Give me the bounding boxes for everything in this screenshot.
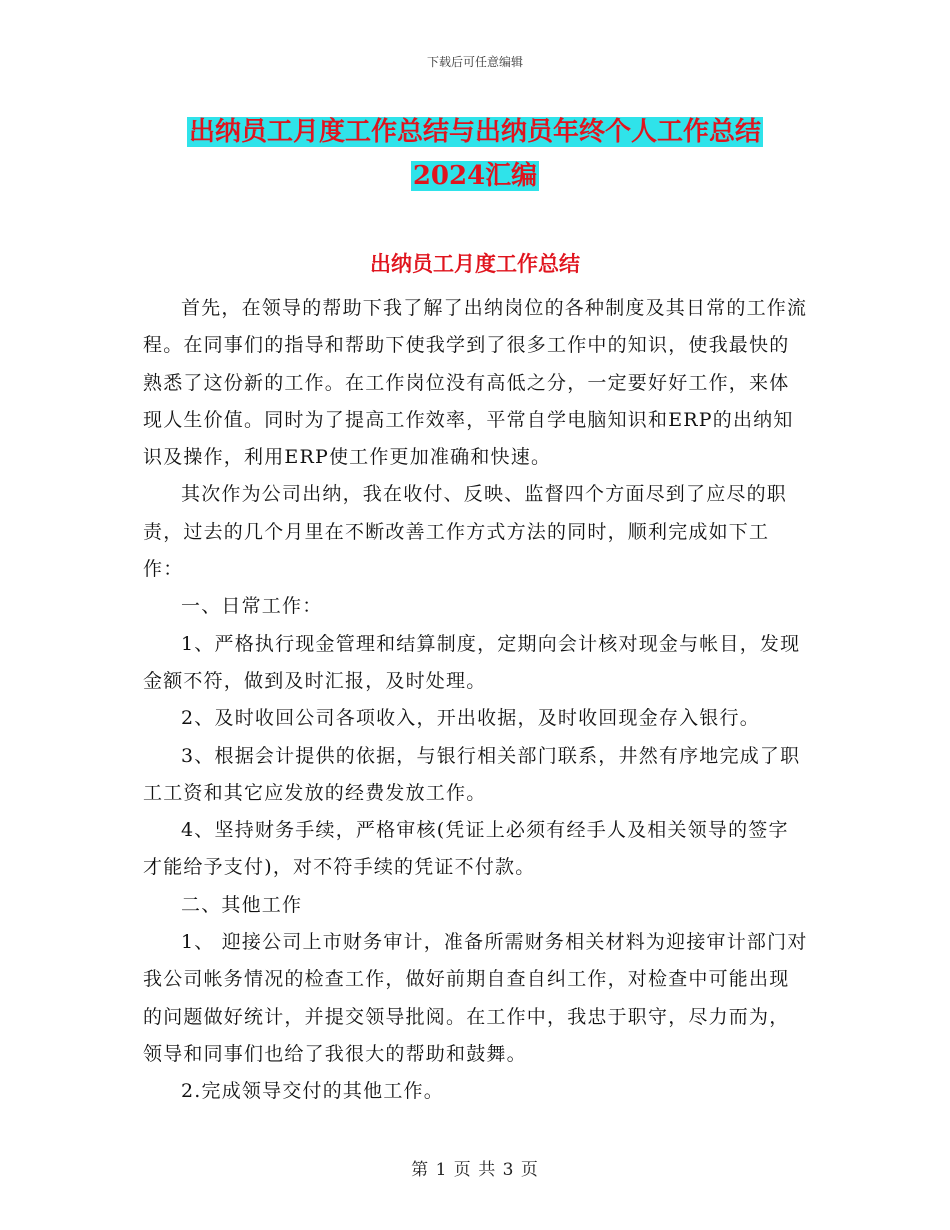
header-note: 下载后可任意编辑	[426, 55, 523, 69]
document-title-line-2: 2024汇编	[412, 161, 538, 191]
paragraph: 2、及时收回公司各项收入，开出收据，及时收回现金存入银行。	[181, 707, 760, 730]
paragraph: 二、其他工作	[181, 893, 303, 916]
paragraph: 1、严格执行现金管理和结算制度，定期向会计核对现金与帐目，发现金额不符，做到及时汇报，及时处理。	[143, 632, 801, 692]
paragraph: 其次作为公司出纳，我在收付、反映、监督四个方面尽到了应尽的职责，过去的几个月里在不断改善工作方式方法的同时，顺利完成如下工作：	[143, 483, 788, 581]
document-title-line-1: 出纳员工月度工作总结与出纳员年终个人工作总结	[188, 117, 761, 147]
section-title: 出纳员工月度工作总结	[370, 251, 580, 276]
page-number-footer: 第 1 页 共 3 页	[411, 1160, 539, 1180]
paragraph: 首先，在领导的帮助下我了解了出纳岗位的各种制度及其日常的工作流程。在同事们的指导和帮助下使我学到了很多工作中的知识，使我最快的熟悉了这份新的工作。在工作岗位没有高低之分，一定要好好工作，来体现人生价值。同时为了提高工作效率，平常自学电脑知识和ERP的出纳知识及操作，利用ERP使工作更加准确和快速。	[143, 297, 808, 469]
paragraph: 一、日常工作：	[181, 595, 323, 618]
paragraph: 1、 迎接公司上市财务审计，准备所需财务相关材料为迎接审计部门对我公司帐务情况的检查工作，做好前期自查自纠工作，对检查中可能出现的问题做好统计，并提交领导批阅。在工作中，我忠于职守，尽力而为，领导和同事们也给了我很大的帮助和鼓舞。	[143, 931, 808, 1065]
paragraph: 3、根据会计提供的依据，与银行相关部门联系，井然有序地完成了职工工资和其它应发放的经费发放工作。	[143, 744, 801, 804]
document-body	[143, 290, 808, 1111]
document-title	[120, 110, 830, 198]
paragraph: 4、坚持财务手续，严格审核(凭证上必须有经手人及相关领导的签字才能给予支付)，对不符手续的凭证不付款。	[143, 819, 789, 879]
paragraph: 2.完成领导交付的其他工作。	[181, 1080, 444, 1103]
